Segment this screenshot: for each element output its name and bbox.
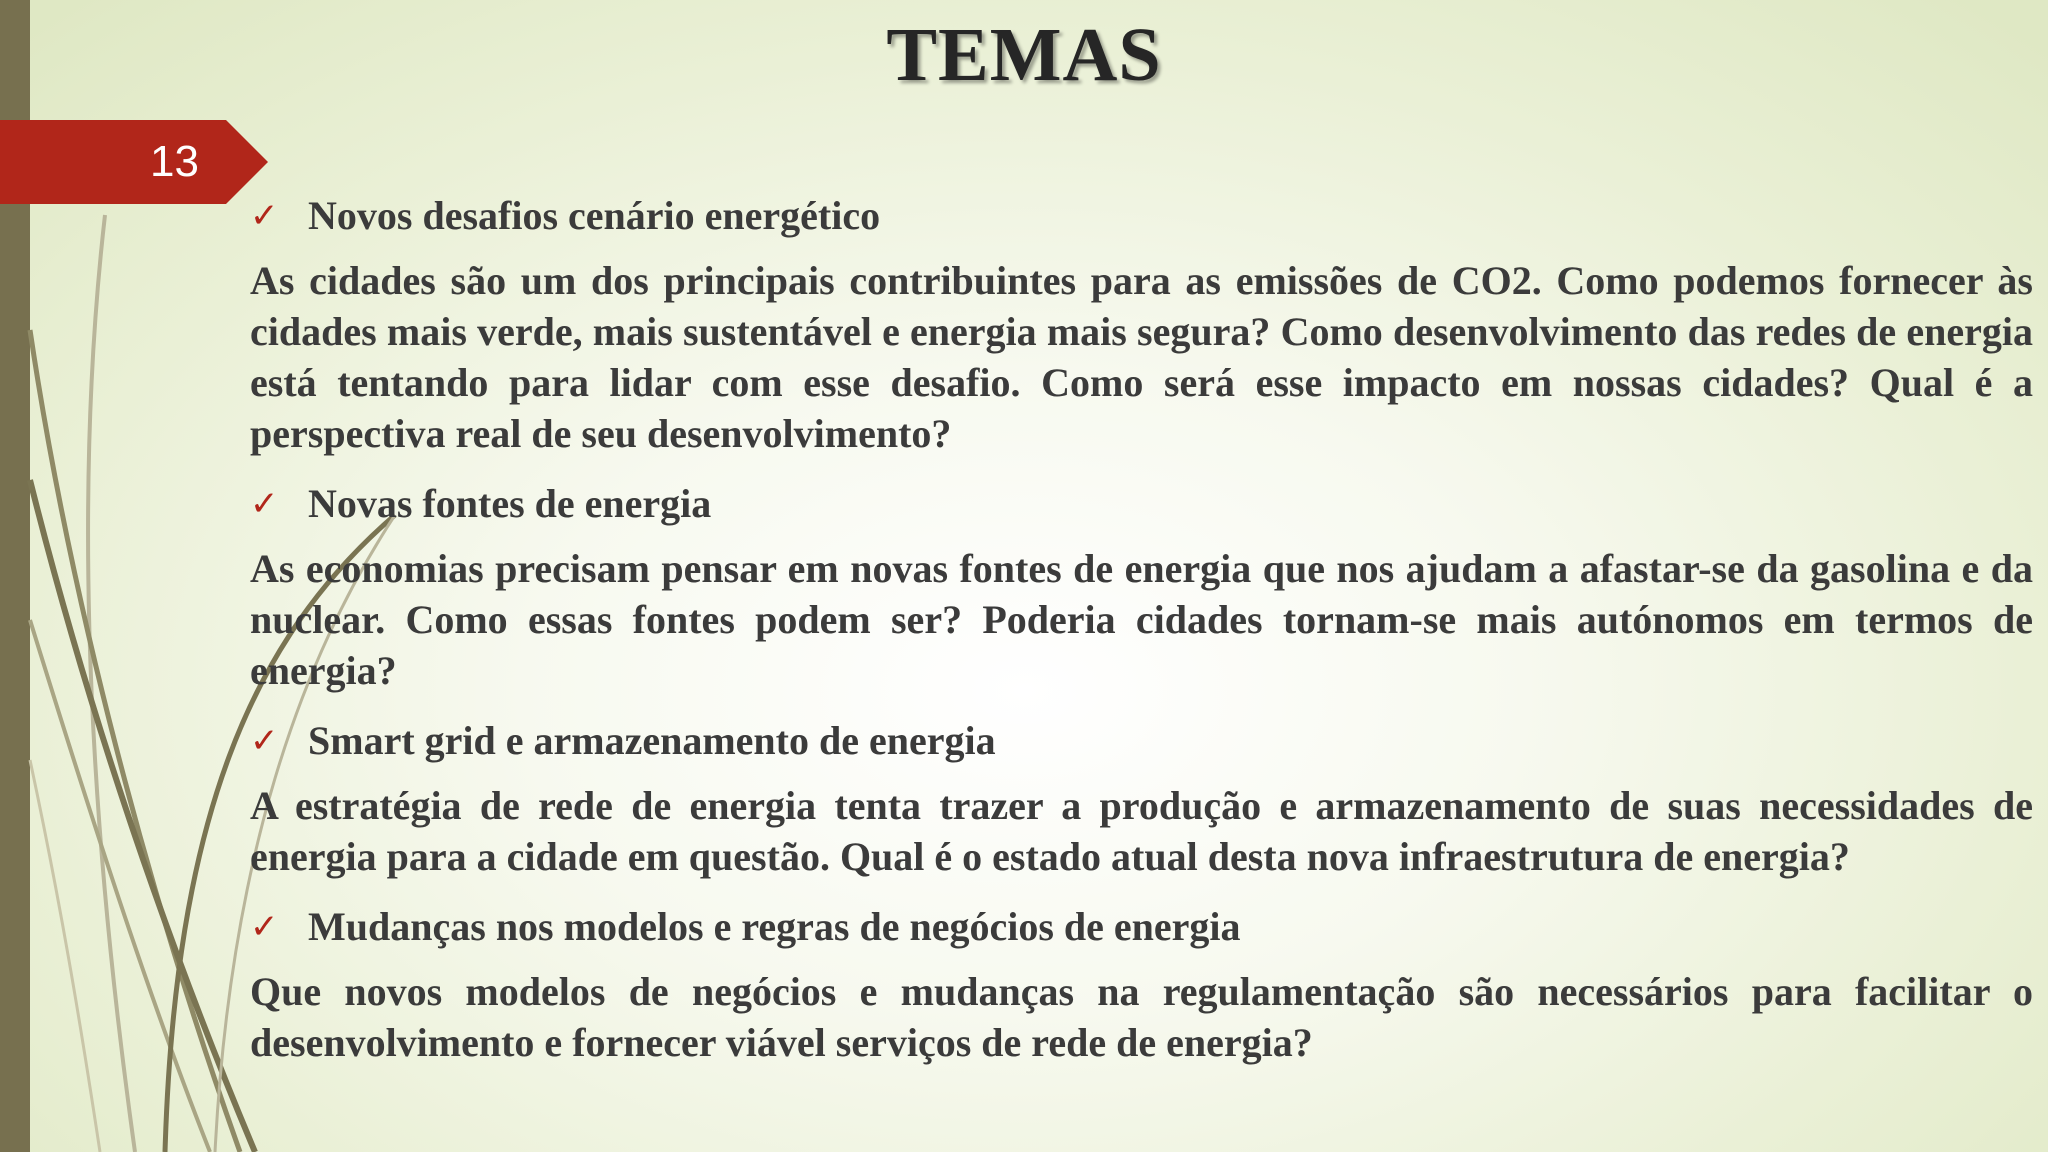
- section-paragraph: As cidades são um dos principais contribuintes para as emissões de CO2. Como podemos fornecer às cidades mais verde, mais sustentável e energia mais segura? Como desenvolvimento das redes de energia está tentando para lidar com esse desafio. Como será esse impacto em nossas cidades? Qual é a perspectiva real de seu desenvolvimento?: [250, 258, 2033, 456]
- swoosh-line: [30, 760, 100, 1152]
- bullet-heading: [250, 896, 2033, 958]
- checkmark-icon: ✓: [250, 907, 279, 947]
- checkmark-icon: ✓: [250, 196, 279, 236]
- bullet-heading-text: Mudanças nos modelos e regras de negócios de energia: [308, 904, 1241, 949]
- bullet-heading: [250, 710, 2033, 772]
- section-paragraph: As economias precisam pensar em novas fontes de energia que nos ajudam a afastar-se da gasolina e da nuclear. Como essas fontes podem ser? Poderia cidades tornam-se mais autónomos em termos de energia?: [250, 546, 2033, 693]
- slide-content: [250, 185, 2033, 1082]
- checkmark-icon: ✓: [250, 484, 279, 524]
- checkmark-icon: ✓: [250, 721, 279, 761]
- swoosh-line: [30, 330, 240, 1152]
- bullet-heading-text: Novas fontes de energia: [308, 481, 712, 526]
- swoosh-line: [30, 620, 210, 1152]
- bullet-heading-text: Smart grid e armazenamento de energia: [308, 718, 996, 763]
- bullet-heading: [250, 185, 2033, 247]
- bullet-heading-text: Novos desafios cenário energético: [308, 193, 881, 238]
- slide-title: TEMAS: [886, 13, 1162, 97]
- swoosh-line: [88, 215, 135, 1152]
- slide-number: 13: [150, 137, 199, 186]
- section-paragraph: A estratégia de rede de energia tenta trazer a produção e armazenamento de suas necessidades de energia para a cidade em questão. Qual é o estado atual desta nova infraestrutura de energia?: [250, 783, 2033, 879]
- bullet-heading: [250, 473, 2033, 535]
- section-paragraph: Que novos modelos de negócios e mudanças na regulamentação são necessários para facilitar o desenvolvimento e fornecer viável serviços de rede de energia?: [250, 969, 2033, 1065]
